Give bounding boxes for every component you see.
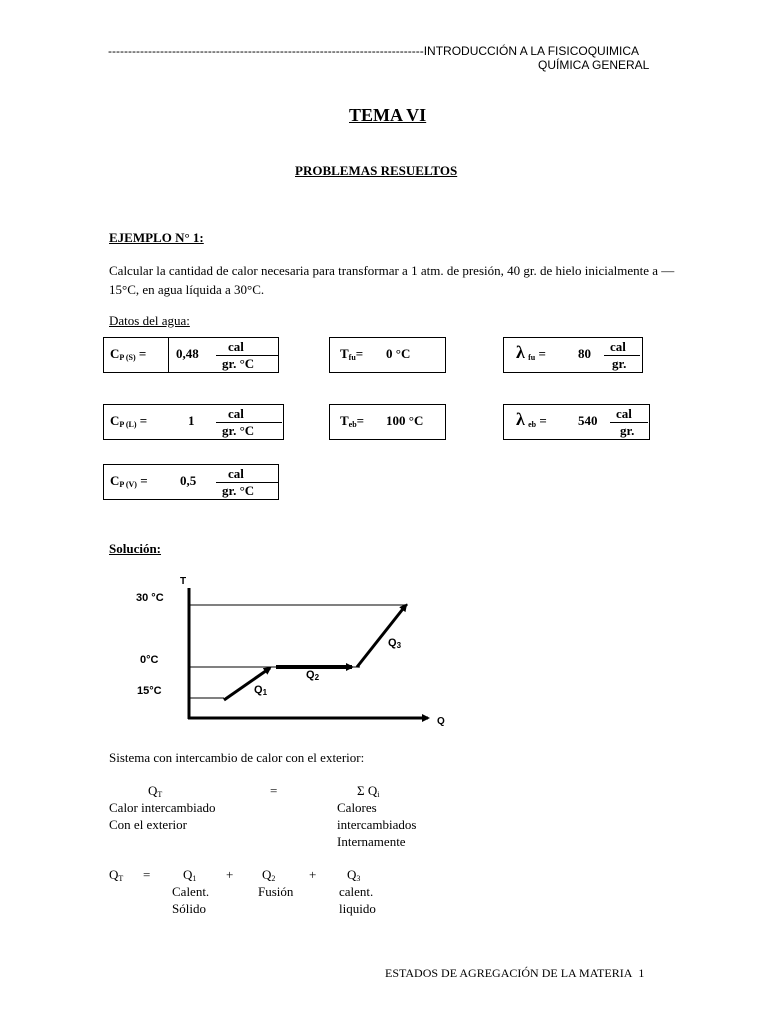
cp-vapor-unit-den: gr. °C [222, 483, 255, 498]
cp-vapor-value: 0,5 [180, 473, 197, 488]
cp-vapor-box [103, 464, 279, 500]
example-statement: Calcular la cantidad de calor necesaria para transformar a 1 atm. de presión, 40 gr. de hielo inicialmente a —15°C, en agua líquida a 30°C. [109, 263, 675, 297]
system-right-desc-3: Internamente [337, 834, 406, 849]
lambda-fusion-unit-num: cal [610, 339, 626, 354]
equation-q3: $Q_3$ [347, 867, 361, 883]
graph-label-0c: 0°C [140, 654, 159, 666]
equation-desc-q1-line1: Calent. [172, 884, 210, 899]
equation-equals: = [143, 867, 151, 882]
lambda-boiling-unit-den: gr. [620, 423, 635, 438]
system-sum: Σ $Q_i$ [357, 783, 380, 799]
t-fusion-label: $T_{fu}=$ [340, 346, 364, 362]
equation-plus-1: + [226, 867, 234, 882]
graph-label-15c: 15°C [137, 685, 162, 697]
system-right-desc-2: intercambiados [337, 817, 417, 832]
system-equals: = [270, 783, 278, 798]
graph-axis-q-label: Q [437, 716, 445, 727]
example-heading: EJEMPLO N° 1: [109, 230, 204, 245]
data-label: Datos del agua: [109, 313, 190, 328]
cp-liquid-label: $C_{P (L)}$ = [110, 413, 148, 429]
t-boiling-value: 100 °C [386, 413, 424, 428]
equation-desc-q3-line1: calent. [339, 884, 374, 899]
equation-desc-q3-line2: liquido [339, 901, 376, 916]
page-subtitle: PROBLEMAS RESUELTOS [295, 163, 458, 178]
graph-label-q2: $Q_2$ [306, 669, 320, 682]
system-left-desc-1: Calor intercambiado [109, 800, 216, 815]
graph-label-q3: $Q_3$ [388, 637, 402, 650]
system-intro: Sistema con intercambio de calor con el exterior: [109, 750, 365, 765]
lambda-boiling-value: 540 [578, 413, 598, 428]
cp-vapor-unit-num: cal [228, 466, 244, 481]
t-fusion-value: 0 °C [386, 346, 411, 361]
lambda-boiling-box [503, 404, 650, 440]
graph-label-30c: 30 °C [136, 592, 164, 604]
heating-curve-diagram [120, 570, 460, 740]
page-number: 1 [638, 966, 645, 980]
solution-heading: Solución: [109, 541, 162, 556]
lambda-boiling-label: λ $_{eb}$ = [516, 409, 547, 429]
lambda-fusion-label: λ $_{fu}$ = [516, 342, 546, 362]
lambda-fusion-box [503, 337, 643, 373]
cp-liquid-unit-den: gr. °C [222, 423, 255, 438]
system-right-desc-1: Calores [337, 800, 377, 815]
cp-solid-label: $C_{P (S)}$ = [110, 346, 147, 362]
cp-solid-unit-den: gr. °C [222, 356, 255, 371]
cp-liquid-box [103, 404, 284, 440]
q3-segment-arrow [357, 605, 406, 667]
equation-qt: $Q_T$ [109, 867, 124, 883]
equation-desc-q2: Fusión [258, 884, 294, 899]
page-footer [385, 966, 644, 981]
graph-axis-t-label: T [180, 576, 187, 587]
lambda-boiling-unit-num: cal [616, 406, 632, 421]
cp-vapor-label: $C_{P (V)}$ = [110, 473, 148, 489]
cp-solid-box [103, 337, 279, 373]
page-title: TEMA VI [349, 105, 427, 125]
t-boiling-label: $T_{eb}=$ [340, 413, 365, 429]
lambda-fusion-value: 80 [578, 346, 591, 361]
equation-q2: $Q_2$ [262, 867, 276, 883]
header-line-1: -------------------------------------------------------------------------------INTRODUCCIÓN A LA FISICOQUIMICA [108, 44, 640, 58]
equation-q1: $Q_1$ [183, 867, 197, 883]
cp-solid-unit-num: cal [228, 339, 244, 354]
equation-plus-2: + [309, 867, 317, 882]
t-fusion-box [329, 337, 446, 373]
box-divider [168, 338, 169, 372]
graph-label-q1: $Q_1$ [254, 684, 268, 697]
system-qt: $Q_T$ [148, 783, 163, 799]
t-boiling-box [329, 404, 446, 440]
footer-text: ESTADOS DE AGREGACIÓN DE LA MATERIA [385, 966, 633, 980]
cp-liquid-unit-num: cal [228, 406, 244, 421]
cp-liquid-value: 1 [188, 413, 195, 428]
system-left-desc-2: Con el exterior [109, 817, 187, 832]
lambda-fusion-unit-den: gr. [612, 356, 627, 371]
equation-desc-q1-line2: Sólido [172, 901, 206, 916]
cp-solid-value: 0,48 [176, 346, 199, 361]
header-line-2: QUÍMICA GENERAL [538, 58, 650, 72]
